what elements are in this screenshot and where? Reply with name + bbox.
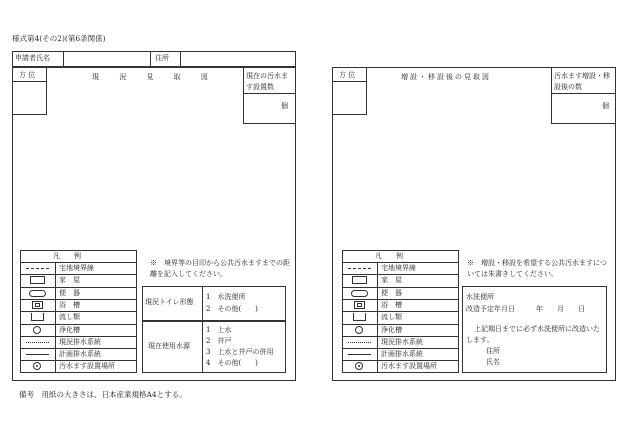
footer-note: 備考 用紙の大きさは、日本産業規格A4とする。 [19,390,187,399]
legend-label: 汚水ます設置場所 [59,362,115,371]
left-direction-field[interactable] [13,82,46,114]
right-note: ※ 増設・移設を希望する公共汚水ますについては朱書きしてください。 [467,259,607,278]
legend-label: 宅地境界線 [381,264,416,272]
applicant-name-field[interactable] [64,52,149,66]
legend-symbol-rect-icon [20,274,55,286]
left-count-header: 現在の汚水ます設置数 [246,72,288,91]
legend-label: 便 器 [59,288,80,297]
legend-symbol-pill-icon [342,287,377,299]
legend-symbol-dash-icon [20,262,55,274]
conversion-line2[interactable]: 改造予定年月日 年 月 日 [466,305,585,313]
legend-symbol-solid-icon [342,348,377,360]
legend-label: 現況排水系統 [381,337,423,346]
right-count-field[interactable] [552,94,598,123]
water-option-4[interactable]: 4 その他( ) [206,359,258,367]
right-drawing-area[interactable] [368,90,550,245]
toilet-option-2[interactable]: 2 その他( ) [206,305,258,313]
applicant-label: 申請者氏名 [15,54,50,62]
legend-label: 便 器 [381,288,402,297]
right-main-title: 増設・移設後の見取図 [401,73,491,81]
legend-label: 計画排水系統 [59,350,101,359]
right-count-header: 汚水ます増設・移設後の数 [554,72,610,91]
legend-label: 流し類 [59,313,80,322]
conversion-line3: 上記期日までに必ず水洗便所に改造いたします。 [466,325,600,344]
legend-label: 宅地境界線 [59,264,94,272]
conversion-address-label[interactable]: 住所 [486,347,500,355]
toilet-label: 現況トイレ形態 [145,298,194,306]
legend-symbol-circle-icon [20,324,55,336]
left-count-field[interactable] [244,94,280,123]
right-count-unit: 個 [602,102,609,110]
water-option-1[interactable]: 1 上水 [206,326,232,334]
conversion-name-label[interactable]: 氏名 [486,358,500,366]
legend-label: 家 屋 [381,276,402,285]
legend-symbol-target-icon [342,360,377,372]
legend-symbol-solid-icon [20,348,55,360]
legend-label: 浴 槽 [381,300,402,309]
left-count-unit: 個 [281,102,288,110]
address-label: 住所 [155,54,169,62]
legend-label: 浴 槽 [59,300,80,309]
left-legend-title: 凡 例 [53,252,81,260]
legend-label: 浄化槽 [381,325,402,334]
legend-label: 浄化槽 [59,325,80,334]
toilet-option-1[interactable]: 1 水洗便所 [206,293,246,301]
legend-symbol-dash2-icon [342,336,377,348]
legend-label: 家 屋 [59,276,80,285]
right-direction-label: 方 位 [339,71,356,79]
legend-symbol-pill-icon [20,287,55,299]
legend-symbol-bath-icon [20,299,55,311]
legend-symbol-dash2-icon [20,336,55,348]
legend-label: 流し類 [381,313,402,322]
right-direction-field[interactable] [333,82,366,114]
legend-symbol-circle-icon [342,324,377,336]
water-option-2[interactable]: 2 井戸 [206,337,232,345]
left-note: ※ 境界等の目印から公共汚水ますまでの距離を記入してください。 [150,259,290,278]
left-drawing-area[interactable] [48,90,242,245]
legend-symbol-sink-icon [20,311,55,323]
legend-symbol-dash-icon [342,262,377,274]
form-title: 様式第4(その2)(第6条関係) [12,34,106,43]
left-main-title: 現 況 見 取 図 [92,73,217,81]
water-option-3[interactable]: 3 上水と井戸の併用 [206,348,274,356]
legend-symbol-sink-icon [342,311,377,323]
legend-symbol-rect-icon [342,274,377,286]
legend-symbol-target-icon [20,360,55,372]
right-legend-title: 凡 例 [375,252,403,260]
legend-symbol-bath-icon [342,299,377,311]
legend-label: 現況排水系統 [59,337,101,346]
left-direction-label: 方 位 [19,71,36,79]
legend-label: 計画排水系統 [381,350,423,359]
conversion-line1: 水洗便所 [466,293,494,301]
water-label: 現在使用水源 [148,342,190,350]
legend-label: 汚水ます設置場所 [381,362,437,371]
address-field[interactable] [181,52,295,66]
